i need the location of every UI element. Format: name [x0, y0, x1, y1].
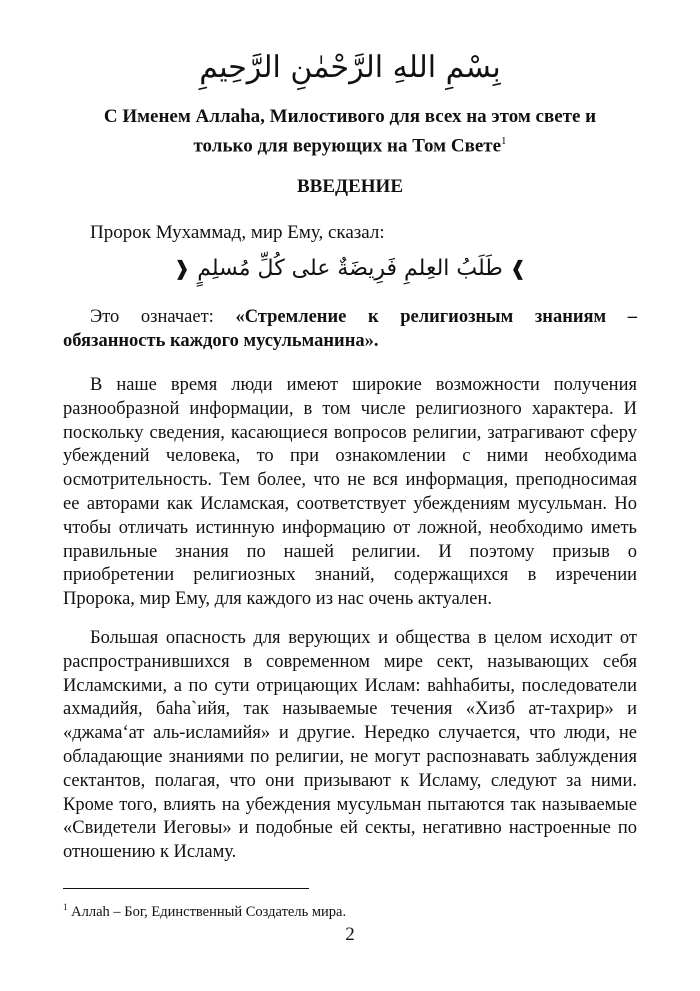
basmala: بِسْمِ اللهِ الرَّحْمٰنِ الرَّحِيمِ — [199, 50, 501, 85]
intro-line: Пророк Мухаммад, мир Ему, сказал: — [90, 222, 385, 243]
footnote-reference[interactable]: 1 — [501, 135, 507, 147]
meaning-quote: «Стремление к религиозным знаниям – обязанность каждого мусульманина». — [63, 307, 637, 351]
title-line-2-text: только для верующих на Том Свете — [193, 135, 502, 157]
bracket-close-ornament: ❰ — [173, 256, 191, 280]
footnote-divider — [63, 888, 309, 889]
hadith-arabic — [0, 256, 700, 281]
paragraph: В наше время люди имеют широкие возможности получения разнообразной информации, в том числе религиозного характера. И поскольку сведения, касающиеся вопросов религии, затрагивают сферу убеждений человека, то при ознакомлении с ними необходима осмотрительность. Тем более, что не вся информация, преподносимая ее авторами как Исламская, соответствует убеждениям мусульман. Но чтобы отличать истинную информацию от ложной, необходимо иметь правильные знания по нашей религии. И поэтому призыв о приобретении религиозных знаний, содержащихся в изречении Пророка, мир Ему, для каждого из нас очень актуален. — [63, 375, 637, 610]
title-line-1: С Именем Аллаhа, Милостивого для всех на этом свете и — [103, 106, 597, 127]
page-title — [60, 104, 640, 158]
title-line-2 — [60, 129, 640, 158]
hadith-text: طَلَبُ العِلمِ فَرِيضَةٌ على كُلِّ مُسلِمٍ — [197, 256, 503, 281]
bracket-open-ornament: ❱ — [509, 256, 527, 280]
footnote-text: Аллаh – Бог, Единственный Создатель мира. — [67, 903, 347, 920]
hadith-meaning — [63, 306, 637, 354]
footnote — [63, 902, 346, 921]
footnote-number: 1 — [63, 902, 68, 912]
section-heading: ВВЕДЕНИЕ — [297, 176, 403, 197]
paragraph: Большая опасность для верующих и общества в целом исходит от распространившихся в современном мире сект, называющих себя Исламскими, а по сути отрицающих Ислам: ваhhабиты, последователи ахмадийя, баhа`ийя, так называемые течения «Хизб ат-тахрир» и «джама‘ат аль-исламийя» и другие. Нередко случается, что люди, не обладающие знаниями по религии, не могут распознавать заблуждения сектантов, полагая, что они призывают к Исламу, следуют за ними. Кроме того, влиять на убеждения мусульман пытаются так называемые «Свидетели Иеговы» и подобные ей секты, негативно настроенные по отношению к Исламу. — [63, 628, 637, 863]
page-number: 2 — [345, 924, 355, 945]
meaning-prefix: Это означает: — [90, 307, 236, 327]
